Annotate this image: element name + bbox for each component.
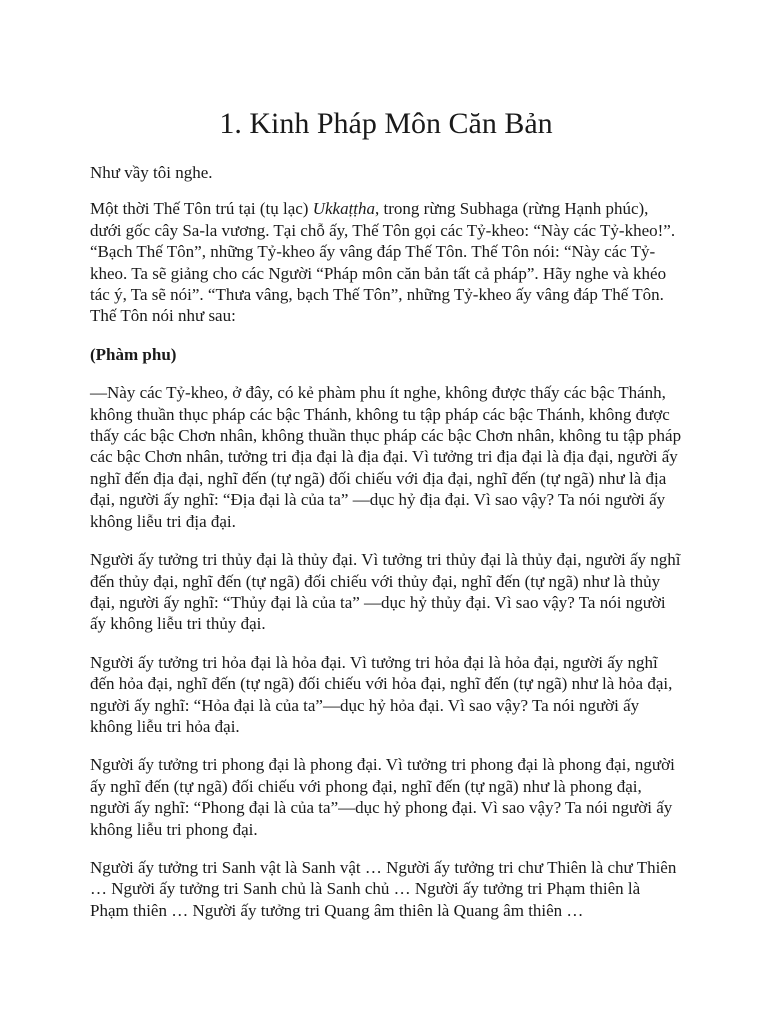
document-title: 1. Kinh Pháp Môn Căn Bản — [219, 107, 553, 140]
opening-text-after: , trong rừng Subhaga (rừng Hạnh phúc), dưới gốc cây Sa-la vương. Tại chỗ ấy, Thế Tôn gọi các Tỷ-kheo: “Này các Tỷ-kheo!”. “Bạch Thế Tôn”, những Tỷ-kheo ấy vâng đáp Thế Tôn. Thế Tôn nói: “Này các Tỷ-kheo. Ta sẽ giảng cho các Người “Pháp môn căn bản tất cả pháp”. Hãy nghe và khéo tác ý, Ta sẽ nói”. “Thưa vâng, bạch Thế Tôn”, những Tỷ-kheo ấy vâng đáp Thế Tôn. Thế Tôn nói như sau: — [90, 199, 676, 326]
document-page — [90, 0, 682, 921]
section-heading: (Phàm phu) — [90, 344, 177, 364]
fire-element-paragraph: Người ấy tưởng tri hỏa đại là hỏa đại. Vì tưởng tri hỏa đại là hỏa đại, người ấy nghĩ đến hỏa đại, nghĩ đến (tự ngã) đối chiếu với hỏa đại, nghĩ đến (tự ngã) như là hỏa đại, người ấy nghĩ: “Hỏa đại là của ta”—dục hỷ hỏa đại. Vì sao vậy? Ta nói người ấy không liễu tri hỏa đại. — [90, 652, 673, 736]
water-element-paragraph: Người ấy tưởng tri thủy đại là thủy đại. Vì tưởng tri thủy đại là thủy đại, người ấy nghĩ đến thủy đại, nghĩ đến (tự ngã) đối chiếu với thủy đại, nghĩ đến (tự ngã) như là thủy đại, người ấy nghĩ: “Thủy đại là của ta” —dục hỷ thủy đại. Vì sao vậy? Ta nói người ấy không liễu tri thủy đại. — [90, 550, 681, 634]
opening-text-before: Một thời Thế Tôn trú tại (tụ lạc) — [90, 199, 313, 219]
earth-element-paragraph: —Này các Tỷ-kheo, ở đây, có kẻ phàm phu ít nghe, không được thấy các bậc Thánh, không thuần thục pháp các bậc Thánh, không tu tập pháp các bậc Thánh, không được thấy các bậc Chơn nhân, không thuần thục pháp các bậc Chơn nhân, không tu tập pháp các bậc Chơn nhân, tưởng tri địa đại là địa đại. Vì tưởng tri địa đại là địa đại, người ấy nghĩ đến địa đại, nghĩ đến (tự ngã) đối chiếu với địa đại, nghĩ đến (tự ngã) như là địa đại, người ấy nghĩ: “Địa đại là của ta” —dục hỷ địa đại. Vì sao vậy? Ta nói người ấy không liễu tri địa đại. — [90, 383, 682, 531]
opening-paragraph — [90, 198, 682, 326]
place-name: Ukkaṭṭha — [312, 199, 376, 219]
wind-element-paragraph: Người ấy tưởng tri phong đại là phong đại. Vì tưởng tri phong đại là phong đại, người ấy nghĩ đến (tự ngã) đối chiếu với phong đại, nghĩ đến (tự ngã) như là phong đại, người ấy nghĩ: “Phong đại là của ta”—dục hỷ phong đại. Vì sao vậy? Ta nói người ấy không liễu tri phong đại. — [90, 755, 675, 839]
beings-paragraph: Người ấy tưởng tri Sanh vật là Sanh vật … Người ấy tưởng tri chư Thiên là chư Thiên … Người ấy tưởng tri Sanh chủ là Sanh chủ … Người ấy tưởng tri Phạm thiên là Phạm thiên … Người ấy tưởng tri Quang âm thiên là Quang âm thiên … — [90, 857, 677, 920]
intro-paragraph: Như vầy tôi nghe. — [90, 163, 213, 182]
